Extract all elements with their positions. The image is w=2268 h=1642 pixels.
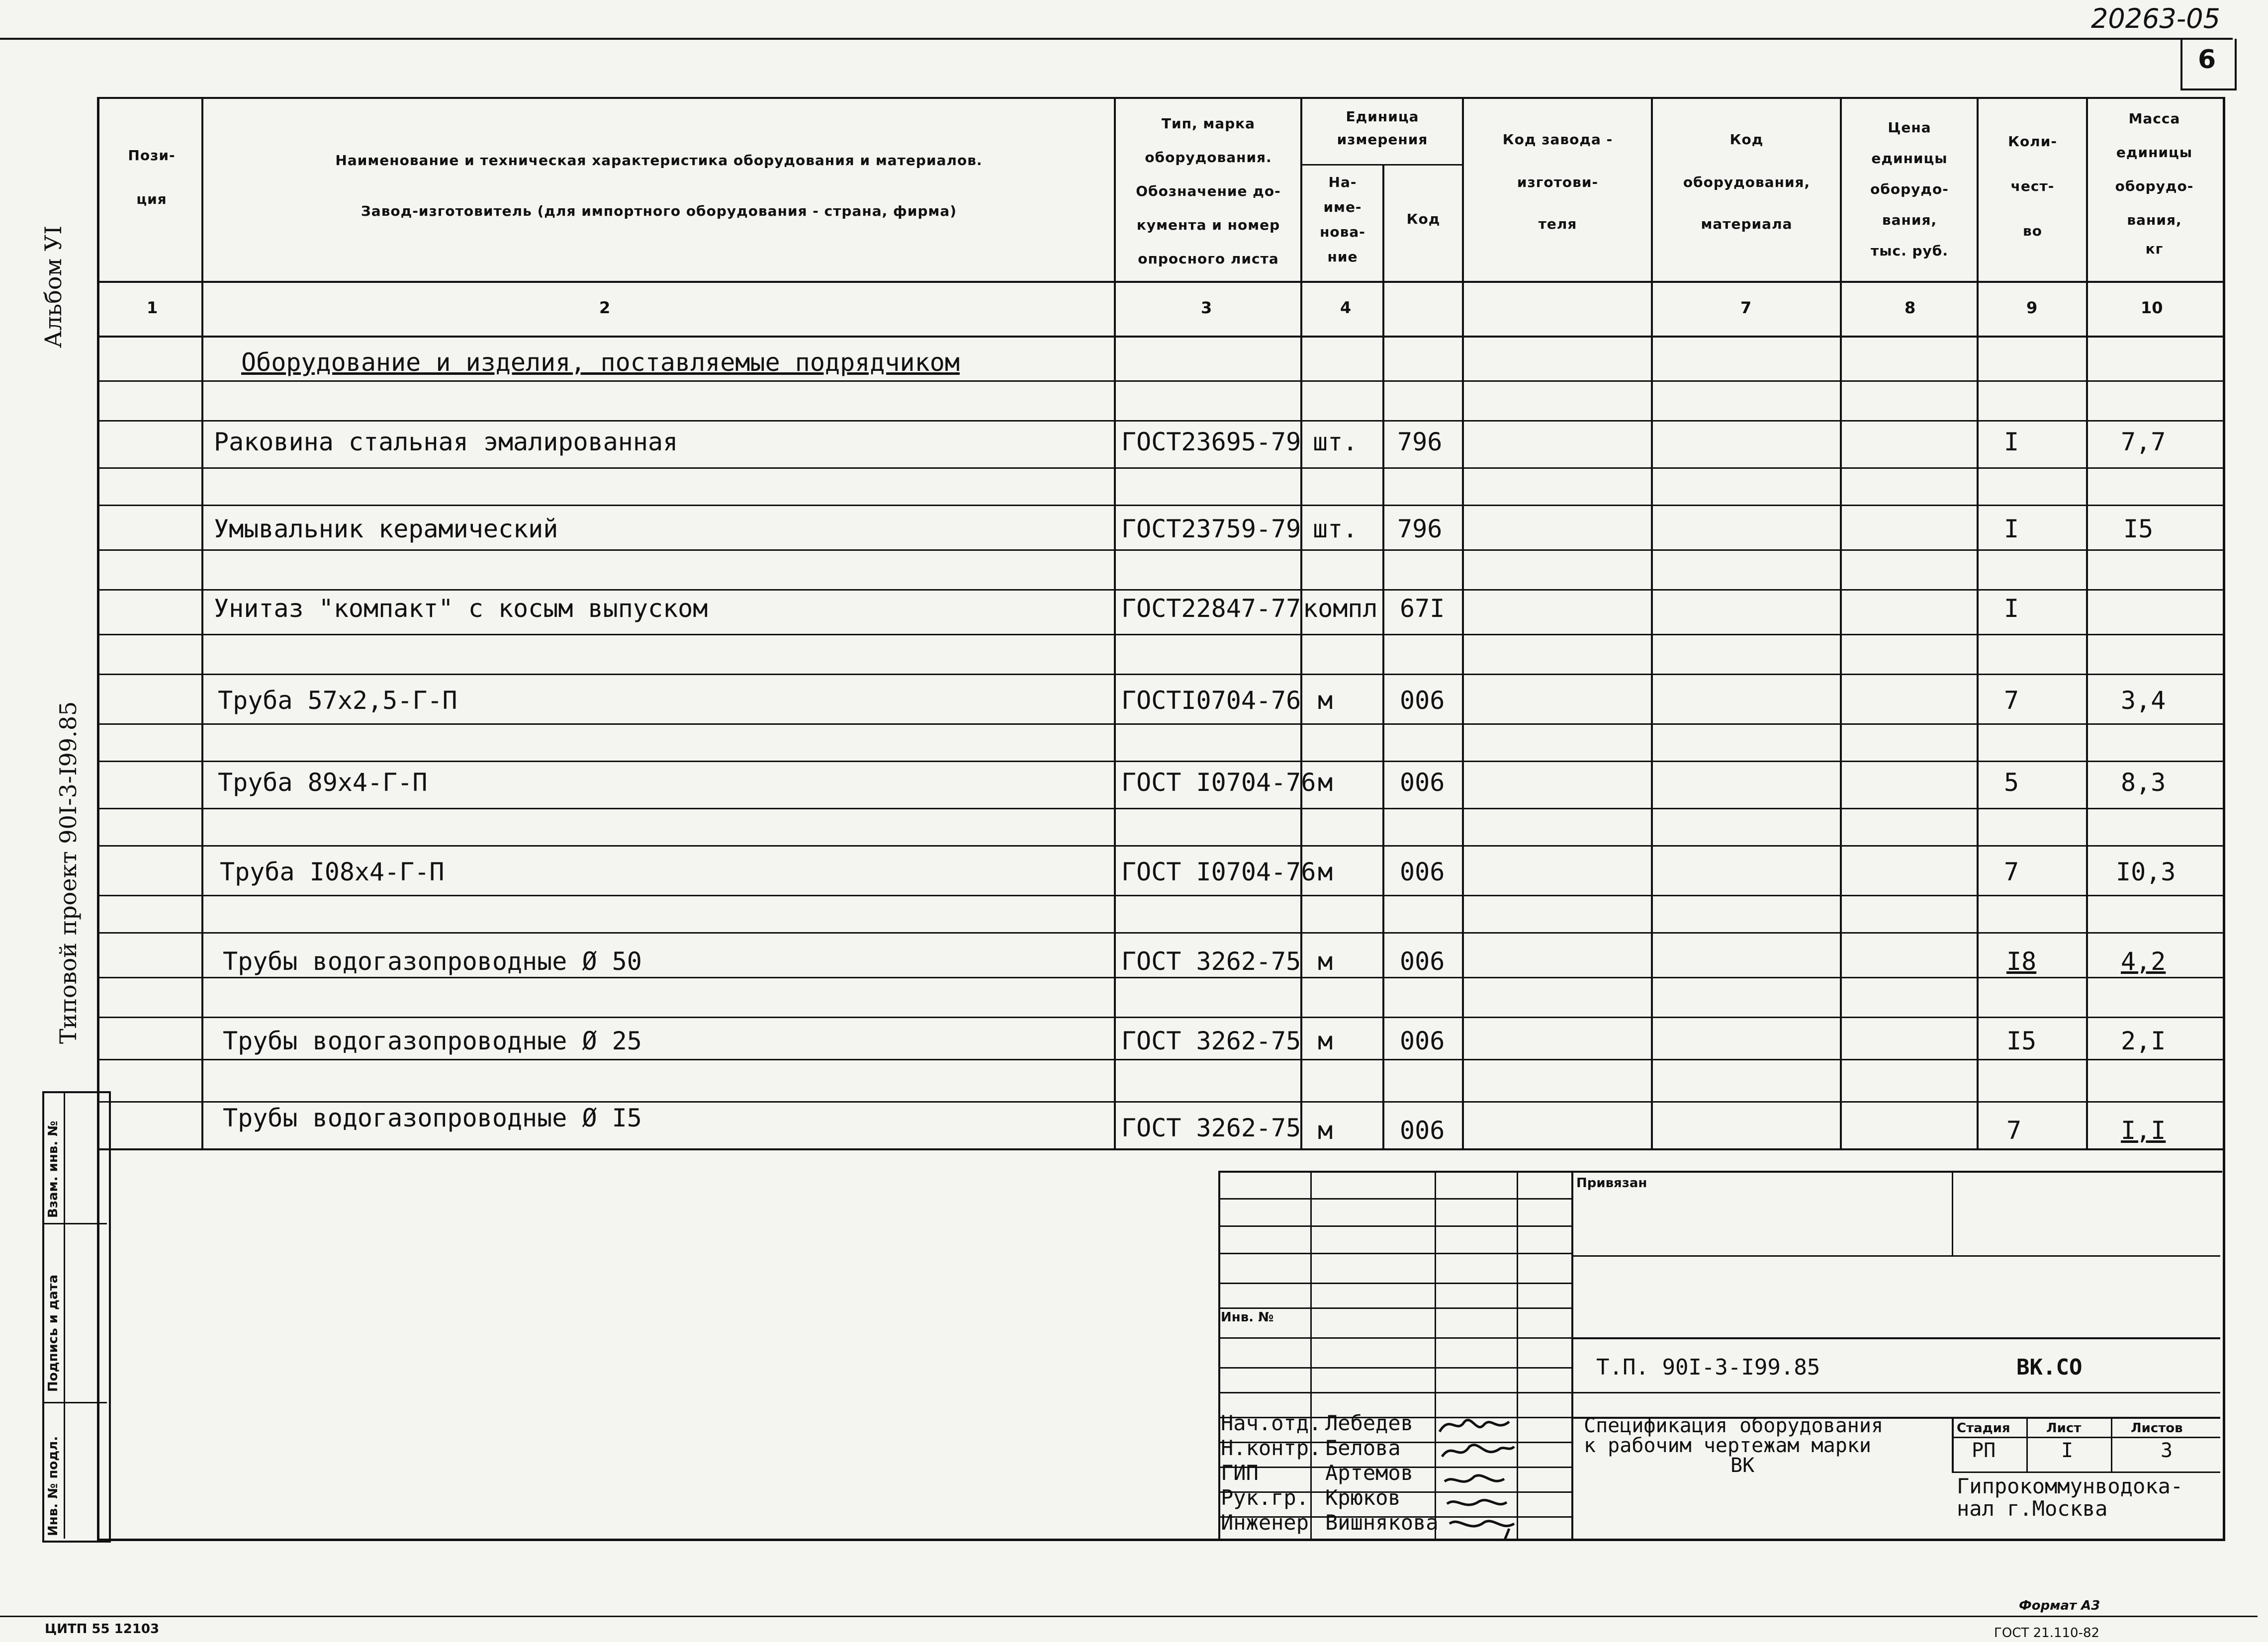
- table-top: [97, 97, 2223, 99]
- col-div-5: [1462, 97, 1464, 1148]
- hdr-type-2: оборудования.: [1145, 149, 1272, 166]
- row-7-doc: ГОСТ 3262-75: [1121, 947, 1301, 976]
- hdr-type-5: опросного листа: [1138, 251, 1279, 267]
- row-2-qty: I: [2004, 515, 2019, 543]
- staff-name-2: Белова: [1325, 1436, 1401, 1460]
- hdr-price-2: единицы: [1871, 150, 1948, 167]
- row-sep: [97, 589, 2223, 591]
- row-6-code: 006: [1400, 858, 1445, 886]
- hdr-mass-4: вания,: [2127, 212, 2182, 228]
- row-5-code: 006: [1400, 768, 1445, 797]
- row-8-name: Трубы водогазопроводные Ø 25: [223, 1027, 642, 1055]
- stamp-code-top: [1571, 1337, 2220, 1339]
- stamp-h1: [1218, 1198, 1571, 1200]
- stamp-stage-mid: [1952, 1437, 2220, 1438]
- stamp-h8: [1218, 1392, 2220, 1393]
- hdr-mass-1: Масса: [2128, 110, 2180, 127]
- row-6-qty: 7: [2004, 858, 2019, 886]
- row-sep: [97, 1017, 2223, 1018]
- hdr-equip-2: оборудования,: [1683, 174, 1811, 190]
- staff-role-3: ГИП: [1221, 1461, 1259, 1485]
- row-1-qty: I: [2004, 428, 2019, 456]
- row-8-mass: 2,I: [2121, 1027, 2166, 1055]
- hdr-price-3: оборудо-: [1870, 181, 1949, 197]
- col-div-8: [1977, 97, 1979, 1148]
- row-sep: [97, 420, 2223, 422]
- row-sep: [97, 1059, 2223, 1060]
- row-4-unit: м: [1318, 686, 1333, 715]
- stamp-mark: ВК.СО: [2016, 1355, 2083, 1380]
- col-div-1: [201, 97, 203, 1148]
- stamp-sheet-div: [2026, 1417, 2028, 1471]
- footer-format: Формат А3: [2019, 1598, 2100, 1613]
- row-3-code: 67I: [1400, 594, 1445, 623]
- side-box-signature: Подпись и дата: [46, 1274, 61, 1392]
- stamp-h4: [1218, 1283, 1571, 1284]
- row-sep: [97, 1101, 2223, 1103]
- row-8-qty: I5: [2006, 1027, 2037, 1055]
- row-7-code: 006: [1400, 947, 1445, 976]
- col-num-10: 10: [2141, 298, 2163, 317]
- row-7-mass: 4,2: [2121, 947, 2166, 976]
- stamp-org-2: нал г.Москва: [1957, 1496, 2108, 1521]
- hdr-unit-1: Единица: [1346, 108, 1419, 125]
- row-sep: [97, 467, 2223, 469]
- stamp-inv-no: Инв. №: [1221, 1310, 1274, 1325]
- hdr-unit-2: измерения: [1337, 131, 1428, 148]
- row-sep: [97, 723, 2223, 725]
- row-9-code: 006: [1400, 1116, 1445, 1145]
- hdr-type-1: Тип, марка: [1161, 115, 1256, 132]
- col-num-1: 1: [147, 298, 158, 317]
- header-bottom: [97, 281, 2223, 283]
- hdr-qty-1: Коли-: [2008, 133, 2057, 150]
- stamp-title-2: к рабочим чертежам марки: [1584, 1434, 1871, 1457]
- stamp-project-code: Т.П. 90I-3-I99.85: [1596, 1355, 1820, 1380]
- footer-left: ЦИТП 55 12103: [45, 1622, 160, 1637]
- stamp-title-3: ВК: [1730, 1454, 1755, 1477]
- row-8-code: 006: [1400, 1027, 1445, 1055]
- col-div-9: [2086, 97, 2088, 1148]
- hdr-position-2: ция: [136, 191, 167, 207]
- staff-name-3: Артемов: [1325, 1461, 1414, 1485]
- row-1-doc: ГОСТ23695-79: [1121, 428, 1301, 456]
- stamp-sheet-label: Лист: [2046, 1421, 2082, 1436]
- row-2-name: Умывальник керамический: [214, 515, 558, 543]
- col-num-2: 2: [599, 298, 611, 317]
- stamp-sheets: 3: [2161, 1439, 2173, 1462]
- col-div-6: [1651, 97, 1653, 1148]
- row-2-code: 796: [1397, 515, 1443, 543]
- hdr-equip-3: материала: [1701, 216, 1793, 232]
- staff-role-5: Инженер: [1221, 1510, 1309, 1535]
- col-div-4: [1382, 164, 1384, 1148]
- rows-bottom: [97, 1148, 2223, 1150]
- corner-code: 20263-05: [2091, 3, 2220, 34]
- row-9-doc: ГОСТ 3262-75: [1121, 1114, 1301, 1142]
- stamp-stage-bottom: [1952, 1471, 2220, 1473]
- row-6-name: Труба I08х4-Г-П: [220, 858, 445, 886]
- hdr-price-1: Цена: [1888, 119, 1931, 136]
- hdr-unit-name-1: На-: [1328, 174, 1357, 190]
- hdr-mass-3: оборудо-: [2115, 178, 2194, 194]
- stamp-org-1: Гипрокоммунводока-: [1957, 1474, 2183, 1498]
- hdr-factory-3: теля: [1538, 216, 1577, 232]
- hdr-unit-name-4: ние: [1327, 249, 1358, 265]
- row-7-name: Трубы водогазопроводные Ø 50: [223, 947, 642, 976]
- stamp-stage-label: Стадия: [1957, 1421, 2010, 1436]
- row-2-unit: шт.: [1313, 515, 1358, 543]
- hdr-price-5: тыс. руб.: [1870, 243, 1948, 259]
- row-sep: [97, 634, 2223, 635]
- col-num-7: 7: [1740, 298, 1752, 317]
- row-1-mass: 7,7: [2121, 428, 2166, 456]
- stamp-h2: [1218, 1225, 1571, 1227]
- row-sep: [97, 808, 2223, 809]
- row-4-code: 006: [1400, 686, 1445, 715]
- stamp-sheet: I: [2061, 1439, 2074, 1462]
- row-sep: [97, 977, 2223, 978]
- hdr-position-1: Пози-: [128, 147, 176, 164]
- row-sep: [97, 380, 2223, 382]
- row-4-name: Труба 57х2,5-Г-П: [218, 686, 457, 715]
- hdr-unit-code: Код: [1406, 211, 1441, 227]
- row-9-mass: I,I: [2121, 1116, 2166, 1145]
- side-box-inventory: Инв. № подл.: [46, 1436, 61, 1536]
- row-9-qty: 7: [2006, 1116, 2022, 1145]
- hdr-mass-5: кг: [2145, 241, 2164, 257]
- row-3-name: Унитаз "компакт" с косым выпуском: [214, 594, 708, 623]
- staff-name-1: Лебедев: [1325, 1411, 1414, 1435]
- project-label: Типовой проект 90I-3-I99.85: [55, 701, 82, 1044]
- staff-role-4: Рук.гр.: [1221, 1485, 1309, 1510]
- sheet-number: 6: [2198, 45, 2216, 75]
- row-8-unit: м: [1318, 1027, 1333, 1055]
- side-box-replace: Взам. инв. №: [46, 1121, 61, 1218]
- stamp-title-1: Спецификация оборудования: [1584, 1414, 1884, 1437]
- album-label: Альбом УI: [40, 225, 67, 348]
- stamp-privyazan-div: [1952, 1171, 1953, 1255]
- col-div-2: [1114, 97, 1116, 1148]
- row-5-doc: ГОСТ I0704-76: [1121, 768, 1316, 797]
- staff-name-4: Крюков: [1325, 1485, 1401, 1510]
- col-num-3: 3: [1201, 298, 1212, 317]
- row-6-doc: ГОСТ I0704-76: [1121, 858, 1316, 886]
- hdr-name-1: Наименование и техническая характеристика оборудования и материалов.: [335, 152, 983, 169]
- row-5-qty: 5: [2004, 768, 2019, 797]
- stamp-v4: [1571, 1171, 1573, 1539]
- stamp-privyazan-bottom: [1571, 1255, 2220, 1257]
- stamp-stage: РП: [1972, 1439, 1996, 1462]
- stamp-sheets-label: Листов: [2131, 1421, 2183, 1436]
- row-1-code: 796: [1397, 428, 1443, 456]
- row-3-qty: I: [2004, 594, 2019, 623]
- footer-gost: ГОСТ 21.110-82: [1994, 1626, 2100, 1641]
- row-5-mass: 8,3: [2121, 768, 2166, 797]
- row-sep: [97, 845, 2223, 847]
- hdr-type-3: Обозначение до-: [1136, 183, 1281, 199]
- row-3-doc: ГОСТ22847-77: [1121, 594, 1301, 623]
- row-1-unit: шт.: [1313, 428, 1358, 456]
- numbers-bottom: [97, 336, 2223, 338]
- hdr-name-2: Завод-изготовитель (для импортного оборудования - страна, фирма): [361, 203, 957, 219]
- side-stamp-divider: [64, 1091, 65, 1539]
- hdr-price-4: вания,: [1882, 212, 1937, 228]
- row-7-unit: м: [1318, 947, 1333, 976]
- row-6-mass: I0,3: [2116, 858, 2176, 886]
- row-2-doc: ГОСТ23759-79: [1121, 515, 1301, 543]
- row-7-qty: I8: [2006, 947, 2037, 976]
- row-sep: [97, 761, 2223, 762]
- hdr-type-4: кумента и номер: [1136, 217, 1280, 233]
- footer-line: [0, 1616, 2258, 1617]
- row-5-name: Труба 89х4-Г-П: [218, 768, 428, 797]
- row-sep: [97, 549, 2223, 551]
- hdr-unit-name-3: нова-: [1320, 224, 1365, 240]
- staff-role-1: Нач.отд.: [1221, 1411, 1322, 1435]
- row-sep: [97, 674, 2223, 675]
- unit-header-sep: [1300, 164, 1462, 166]
- hdr-qty-3: во: [2023, 223, 2042, 239]
- stamp-stage-div: [1952, 1417, 1954, 1471]
- stamp-sheets-div: [2111, 1417, 2112, 1471]
- hdr-factory-2: изготови-: [1517, 174, 1599, 190]
- stamp-h5: [1218, 1307, 1571, 1309]
- section-title: Оборудование и изделия, поставляемые подрядчиком: [241, 348, 960, 377]
- row-1-name: Раковина стальная эмалированная: [214, 428, 678, 456]
- row-9-unit: м: [1318, 1116, 1333, 1145]
- hdr-qty-2: чест-: [2010, 178, 2055, 194]
- row-sep: [97, 895, 2223, 896]
- row-4-qty: 7: [2004, 686, 2019, 715]
- signatures: [1435, 1412, 1524, 1541]
- hdr-factory-1: Код завода -: [1502, 131, 1613, 148]
- staff-role-2: Н.контр.: [1221, 1436, 1322, 1460]
- stamp-h3: [1218, 1253, 1571, 1254]
- hdr-mass-2: единицы: [2116, 144, 2193, 161]
- col-num-8: 8: [1905, 298, 1916, 317]
- row-4-mass: 3,4: [2121, 686, 2166, 715]
- col-div-7: [1840, 97, 1842, 1148]
- row-9-name: Трубы водогазопроводные Ø I5: [223, 1104, 642, 1132]
- row-2-mass: I5: [2123, 515, 2154, 543]
- row-3-unit: компл: [1303, 594, 1378, 623]
- stamp-h6: [1218, 1337, 1571, 1339]
- row-sep: [97, 505, 2223, 506]
- col-num-9: 9: [2026, 298, 2038, 317]
- stamp-privyazan: Привязан: [1576, 1176, 1647, 1191]
- hdr-unit-name-2: име-: [1323, 199, 1362, 215]
- col-num-4: 4: [1340, 298, 1352, 317]
- row-5-unit: м: [1318, 768, 1333, 797]
- row-4-doc: ГОСТI0704-76: [1121, 686, 1301, 715]
- row-sep: [97, 932, 2223, 934]
- staff-name-5: Вишнякова: [1325, 1510, 1439, 1535]
- stamp-h7: [1218, 1367, 1571, 1369]
- hdr-equip-1: Код: [1729, 131, 1764, 148]
- top-border: [0, 38, 2233, 40]
- row-6-unit: м: [1318, 858, 1333, 886]
- row-8-doc: ГОСТ 3262-75: [1121, 1027, 1301, 1055]
